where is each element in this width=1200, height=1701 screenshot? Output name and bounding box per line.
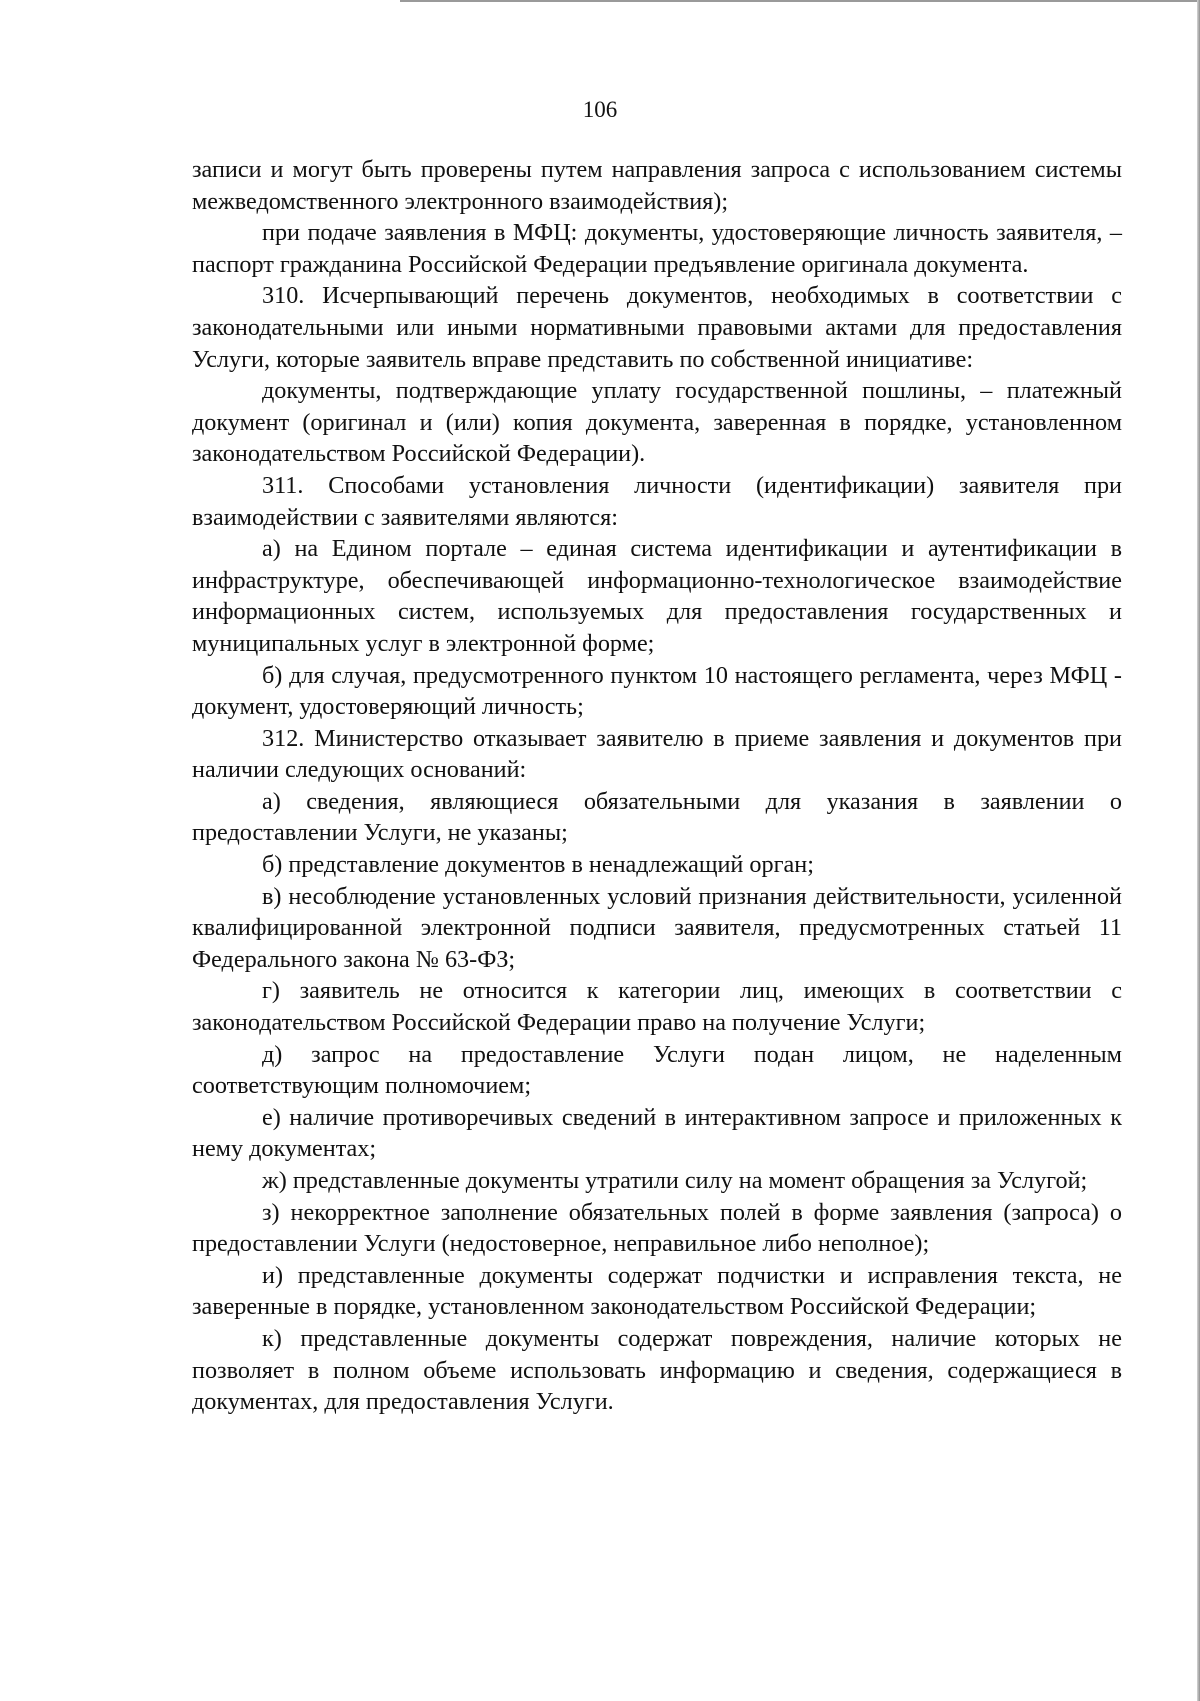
paragraph: и) представленные документы содержат подчистки и исправления текста, не заверенные в порядке, установленном законодательством Российской Федерации; [192,1261,1122,1321]
paragraph: з) некорректное заполнение обязательных полей в форме заявления (запроса) о предоставлении Услуги (недостоверное, неправильное либо неполное); [192,1198,1122,1258]
paragraph: е) наличие противоречивых сведений в интерактивном запросе и приложенных к нему документах; [192,1103,1122,1163]
paragraph: г) заявитель не относится к категории лиц, имеющих в соответствии с законодательством Российской Федерации право на получение Услуги; [192,977,1122,1037]
scan-edge-top [400,0,1200,2]
paragraph: д) запрос на предоставление Услуги подан лицом, не наделенным соответствующим полномочием; [192,1040,1122,1100]
paragraph: при подаче заявления в МФЦ: документы, удостоверяющие личность заявителя, – паспорт гражданина Российской Федерации предъявление оригинала документа. [192,219,1122,278]
paragraph: б) представление документов в ненадлежащий орган; [262,851,814,879]
document-body [192,154,1122,1418]
paragraph: к) представленные документы содержат повреждения, наличие которых не позволяет в полном объеме использовать информацию и сведения, содержащиеся в документах, для предоставления Услуги. [192,1324,1122,1416]
paragraph: 312. Министерство отказывает заявителю в приеме заявления и документов при наличии следующих оснований: [192,724,1122,784]
page-number: 106 [582,97,618,122]
paragraph: ж) представленные документы утратили силу на момент обращения за Услугой; [262,1167,1088,1194]
paragraph: в) несоблюдение установленных условий признания действительности, усиленной квалифицированной электронной подписи заявителя, предусмотренных статьей 11 Федерального закона № 63-ФЗ; [192,882,1122,973]
paragraph: 310. Исчерпывающий перечень документов, необходимых в соответствии с законодательными или иными нормативными правовыми актами для предоставления Услуги, которые заявитель вправе представить по собственной инициативе: [192,282,1122,373]
paragraph: 311. Способами установления личности (идентификации) заявителя при взаимодействии с заявителями являются: [192,471,1122,531]
paragraph: б) для случая, предусмотренного пунктом 10 настоящего регламента, через МФЦ - документ, удостоверяющий личность; [192,661,1122,721]
paragraph: документы, подтверждающие уплату государственной пошлины, – платежный документ (оригинал и (или) копия документа, заверенная в порядке, установленном законодательством Российской Федерации). [192,377,1122,468]
paragraph: записи и могут быть проверены путем направления запроса с использованием системы межведомственного электронного взаимодействия); [192,156,1122,215]
paragraph: а) сведения, являющиеся обязательными для указания в заявлении о предоставлении Услуги, не указаны; [192,787,1122,847]
paragraph: а) на Едином портале – единая система идентификации и аутентификации в инфраструктуре, обеспечивающей информационно-технологическое взаимодействие информационных систем, используемых для предоставления государственных и муниципальных услуг в электронной форме; [192,535,1122,657]
